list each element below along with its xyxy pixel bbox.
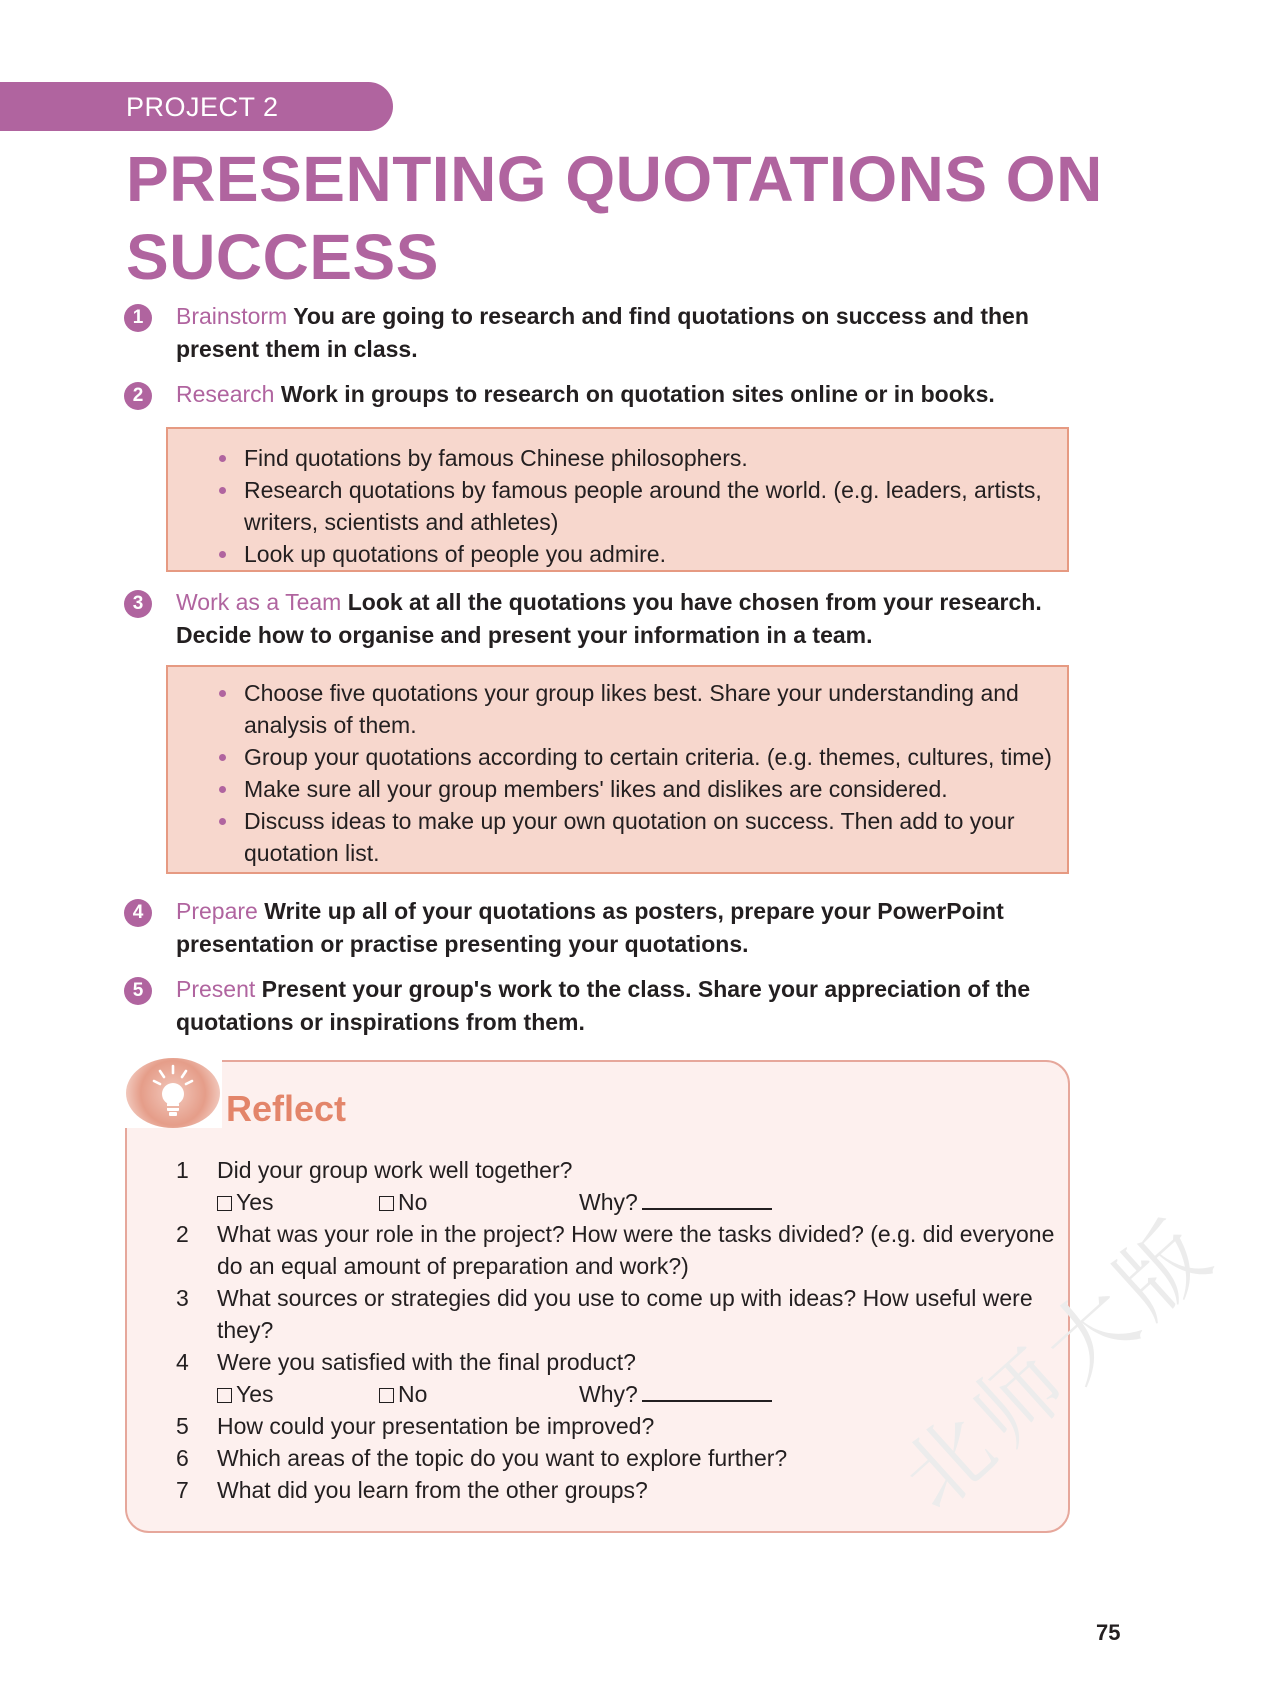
step-lead: Research	[176, 381, 275, 407]
checkbox-icon[interactable]	[217, 1196, 232, 1211]
no-label: No	[398, 1381, 428, 1407]
answer-options-4	[217, 1378, 817, 1410]
list-item: Research quotations by famous people around the world. (e.g. leaders, artists, writers, scientists and athletes)	[214, 474, 1054, 538]
step-number: 1	[124, 304, 152, 332]
question-text: How could your presentation be improved?	[217, 1413, 655, 1439]
publisher-watermark: 北师大版	[883, 1197, 1236, 1530]
step-instruction: Work in groups to research on quotation sites online or in books.	[280, 381, 995, 407]
step-number: 4	[124, 899, 152, 927]
yes-label: Yes	[236, 1381, 274, 1407]
team-tips-box	[166, 665, 1069, 874]
why-field[interactable]	[579, 1378, 772, 1410]
yes-label: Yes	[236, 1189, 274, 1215]
question-text: What did you learn from the other groups?	[217, 1477, 648, 1503]
question-number: 3	[176, 1285, 189, 1311]
no-label: No	[398, 1189, 428, 1215]
page-number: 75	[1096, 1620, 1121, 1645]
question-number: 4	[176, 1349, 189, 1375]
question-number: 5	[176, 1413, 189, 1439]
why-field[interactable]	[579, 1186, 772, 1218]
list-item: Make sure all your group members' likes and dislikes are considered.	[214, 773, 1054, 805]
reflect-title: Reflect	[226, 1088, 347, 1129]
step-instruction: Write up all of your quotations as posters, prepare your PowerPoint presentation or practise presenting your quotations.	[176, 898, 1004, 957]
no-option[interactable]	[379, 1378, 427, 1410]
checkbox-icon[interactable]	[379, 1388, 394, 1403]
step-number: 3	[124, 590, 152, 618]
question-text: Did your group work well together?	[217, 1157, 573, 1183]
question-text: What sources or strategies did you use to come up with ideas? How useful were they?	[217, 1285, 1033, 1343]
step-number: 5	[124, 977, 152, 1005]
no-option[interactable]	[379, 1186, 427, 1218]
step-instruction: Present your group's work to the class. Share your appreciation of the quotations or inspirations from them.	[176, 976, 1031, 1035]
project-label: PROJECT 2	[126, 92, 279, 122]
step-lead: Prepare	[176, 898, 258, 924]
yes-option[interactable]	[217, 1186, 274, 1218]
research-tips-box	[166, 427, 1069, 572]
list-item: Look up quotations of people you admire.	[214, 538, 1054, 570]
step-lead: Present	[176, 976, 256, 1002]
project-tab	[0, 82, 393, 131]
step-text	[176, 895, 1056, 961]
step-instruction: Look at all the quotations you have chosen from your research. Decide how to organise and present your information in a team.	[176, 589, 1042, 648]
answer-blank[interactable]	[642, 1378, 772, 1402]
yes-option[interactable]	[217, 1378, 274, 1410]
step-number: 2	[124, 382, 152, 410]
team-tips-list	[214, 677, 1054, 869]
question-text: What was your role in the project? How were the tasks divided? (e.g. did everyone do an equal amount of preparation and work?)	[217, 1221, 1055, 1279]
question-text: Were you satisfied with the final product?	[217, 1349, 636, 1375]
step-lead: Brainstorm	[176, 303, 288, 329]
checkbox-icon[interactable]	[217, 1388, 232, 1403]
why-label: Why?	[579, 1381, 638, 1407]
answer-options-1	[217, 1186, 817, 1218]
research-tips-list	[214, 442, 1054, 570]
step-text	[176, 378, 1056, 411]
list-item: Discuss ideas to make up your own quotation on success. Then add to your quotation list.	[214, 805, 1054, 869]
checkbox-icon[interactable]	[379, 1196, 394, 1211]
why-label: Why?	[579, 1189, 638, 1215]
answer-blank[interactable]	[642, 1186, 772, 1210]
question-number: 6	[176, 1445, 189, 1471]
step-text	[176, 586, 1056, 652]
step-instruction: You are going to research and find quotations on success and then present them in class.	[176, 303, 1029, 362]
question-number: 2	[176, 1221, 189, 1247]
page-title: PRESENTING QUOTATIONS ON SUCCESS	[126, 143, 1103, 293]
question-number: 7	[176, 1477, 189, 1503]
step-text	[176, 973, 1056, 1039]
question-text: Which areas of the topic do you want to explore further?	[217, 1445, 788, 1471]
list-item: Find quotations by famous Chinese philosophers.	[214, 442, 1054, 474]
question-number: 1	[176, 1157, 189, 1183]
step-text	[176, 300, 1056, 366]
step-lead: Work as a Team	[176, 589, 342, 615]
list-item: Group your quotations according to certain criteria. (e.g. themes, cultures, time)	[214, 741, 1054, 773]
list-item: Choose five quotations your group likes best. Share your understanding and analysis of them.	[214, 677, 1054, 741]
lightbulb-icon	[126, 1058, 220, 1128]
